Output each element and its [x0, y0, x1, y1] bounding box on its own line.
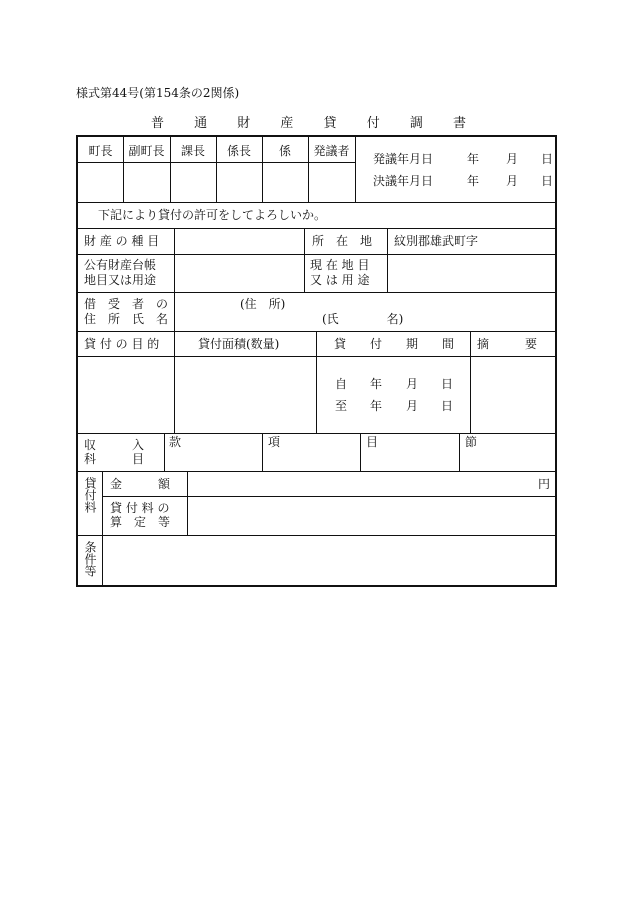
statement-bottom-line: [78, 228, 555, 229]
approval-bottom-line: [78, 202, 555, 203]
period-to-label: 至: [335, 399, 348, 413]
borrower-name-label: (氏 名): [322, 312, 404, 326]
decision-date-label: 決議年月日: [373, 174, 434, 188]
fee-calc-label-line1: 貸 付 料 の: [110, 501, 170, 515]
property-bottom-line: [78, 254, 555, 255]
grid-line: [164, 433, 165, 471]
approval-header-mayor: 町長: [88, 144, 113, 158]
location-value: 紋別郡雄武町字: [394, 234, 479, 248]
period-from-day: 日: [441, 377, 454, 391]
revenue-label-line2: 科 目: [84, 452, 145, 466]
revenue-setsu-label: 節: [465, 435, 478, 449]
proposal-date-year: 年: [467, 152, 480, 166]
ledger-bottom-line: [78, 292, 555, 293]
period-to-month: 月: [406, 399, 419, 413]
location-label: 所 在 地: [312, 234, 373, 248]
approval-header-deputy-mayor: 副町長: [128, 144, 165, 158]
borrower-label-line1: 借 受 者 の: [84, 297, 169, 311]
current-use-label-line2: 又 は 用 途: [310, 273, 370, 287]
grid-line: [174, 228, 175, 331]
grid-line: [304, 228, 305, 292]
fee-amount-label: 金 額: [110, 477, 171, 491]
fee-amount-bottom-line: [102, 496, 555, 497]
proposal-date-label: 発議年月日: [373, 152, 434, 166]
current-use-label-line1: 現 在 地 目: [310, 258, 370, 272]
period-from-label: 自: [335, 377, 348, 391]
revenue-moku-label: 目: [366, 435, 379, 449]
grid-line: [470, 331, 471, 433]
fee-yen-unit: 円: [538, 477, 551, 491]
approval-header-line: [78, 162, 356, 163]
grid-line: [459, 433, 460, 471]
ledger-label-line1: 公有財産台帳: [84, 258, 157, 272]
revenue-kan-label: 款: [169, 435, 182, 449]
proposal-date-day: 日: [541, 152, 554, 166]
grid-line: [387, 228, 388, 292]
grid-line: [355, 137, 356, 202]
loan-area-label: 貸付面積(数量): [198, 337, 280, 351]
loan-record-form: [76, 135, 557, 587]
revenue-bottom-line: [78, 471, 555, 472]
decision-date-day: 日: [541, 174, 554, 188]
approval-header-subsection-chief: 係長: [226, 144, 251, 158]
decision-date-month: 月: [506, 174, 519, 188]
period-from-month: 月: [406, 377, 419, 391]
approval-header-section-chief: 課長: [180, 144, 205, 158]
period-to-year: 年: [370, 399, 383, 413]
form-number-caption: 様式第44号(第154条の2関係): [76, 86, 240, 100]
loan-purpose-label: 貸 付 の 目 的: [84, 337, 160, 351]
borrower-address-label: (住 所): [240, 297, 286, 311]
fee-side-label: 貸付料: [83, 477, 97, 513]
ledger-label-line2: 地目又は用途: [84, 273, 157, 287]
loan-period-label: 貸 付 期 間: [334, 337, 455, 351]
grid-line: [174, 331, 175, 433]
loan-body-bottom-line: [78, 433, 555, 434]
summary-label: 摘 要: [477, 337, 538, 351]
approval-header-staff: 係: [278, 144, 291, 158]
property-type-label: 財 産 の 種 目: [84, 234, 160, 248]
approval-header-proposer: 発議者: [313, 144, 350, 158]
grid-line: [360, 433, 361, 471]
approval-statement: 下記により貸付の許可をしてよろしいか。: [98, 208, 327, 222]
conditions-label: 条件等: [83, 541, 97, 577]
grid-line: [187, 471, 188, 535]
grid-line: [316, 331, 317, 433]
fee-calc-label-line2: 算 定 等: [110, 515, 171, 529]
document-title: 普 通 財 産 貸 付 調 書: [151, 116, 479, 131]
proposal-date-month: 月: [506, 152, 519, 166]
decision-date-year: 年: [467, 174, 480, 188]
revenue-kou-label: 項: [268, 435, 281, 449]
grid-line: [102, 471, 103, 585]
borrower-label-line2: 住 所 氏 名: [84, 312, 169, 326]
revenue-label-line1: 収 入: [84, 438, 145, 452]
period-from-year: 年: [370, 377, 383, 391]
grid-line: [262, 433, 263, 471]
period-to-day: 日: [441, 399, 454, 413]
fee-bottom-line: [78, 535, 555, 536]
